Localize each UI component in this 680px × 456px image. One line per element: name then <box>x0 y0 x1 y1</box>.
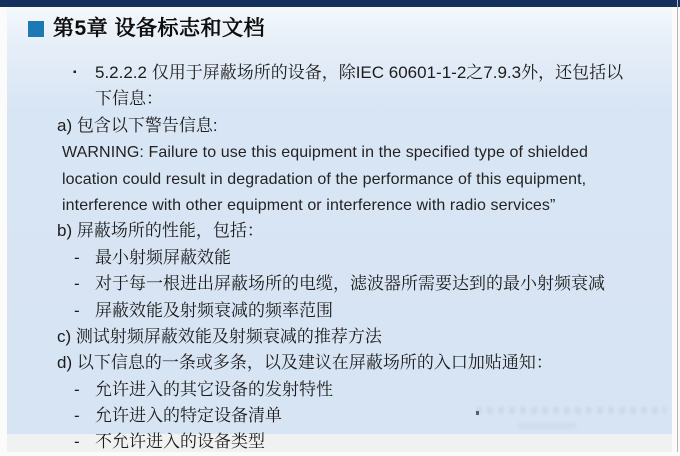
body-line-text: location could result in degradation of the performance of this equipment, <box>62 170 587 188</box>
body-line-dash <box>0 403 680 429</box>
body-line-text: c) 测试射频屏蔽效能及射频衰减的推荐方法 <box>57 326 382 346</box>
body-line-text: 允许进入的其它设备的发射特性 <box>95 379 333 399</box>
dash-marker: - <box>74 406 80 426</box>
slide-title-row <box>28 17 265 41</box>
body-line-text: interference with other equipment or interference with radio services” <box>62 196 556 214</box>
body-line-para-en <box>0 139 680 165</box>
body-line-text: b) 屏蔽场所的性能，包括： <box>57 221 264 241</box>
dash-marker: - <box>74 247 80 267</box>
body-line-cont <box>0 86 680 112</box>
body-line-para-en <box>0 166 680 192</box>
body-line-text: 下信息： <box>95 89 163 109</box>
body-line-text: 5.2.2.2 仅用于屏蔽场所的设备，除IEC 60601-1-2之7.9.3外，还包括以 <box>95 63 624 82</box>
body-line-dash <box>0 271 680 297</box>
body-line-dash <box>0 377 680 403</box>
body-line-dash <box>0 245 680 271</box>
body-line-text: a) 包含以下警告信息: <box>57 115 218 135</box>
square-bullet-icon <box>28 21 44 37</box>
square-bullet-marker: ▪ <box>73 67 77 78</box>
page-title: 第5章 设备标志和文档 <box>53 17 266 40</box>
body-content <box>0 60 680 456</box>
body-line-bullet <box>0 60 680 86</box>
body-line-text: 屏蔽效能及射频衰减的频率范围 <box>95 300 333 320</box>
body-line-text: 对于每一根进出屏蔽场所的电缆，滤波器所需要达到的最小射频衰减 <box>95 274 605 294</box>
body-line-text: 不允许进入的设备类型 <box>95 432 265 452</box>
body-line-label <box>0 218 680 244</box>
body-line-label <box>0 350 680 376</box>
body-line-text: 最小射频屏蔽效能 <box>95 247 231 267</box>
body-line-para-en <box>0 192 680 218</box>
body-line-text: 允许进入的特定设备清单 <box>95 406 282 426</box>
body-line-dash <box>0 298 680 324</box>
body-line-text: d) 以下信息的一条或多条，以及建议在屏蔽场所的入口加贴通知： <box>57 353 553 373</box>
slide-top-accent-bar <box>0 0 680 7</box>
dash-marker: - <box>74 432 80 452</box>
dash-marker: - <box>74 300 80 320</box>
body-line-label <box>0 113 680 139</box>
dash-marker: - <box>74 379 80 399</box>
body-line-text: WARNING: Failure to use this equipment in the specified type of shielded <box>62 144 588 162</box>
dash-marker: - <box>74 274 80 294</box>
body-line-label <box>0 324 680 350</box>
